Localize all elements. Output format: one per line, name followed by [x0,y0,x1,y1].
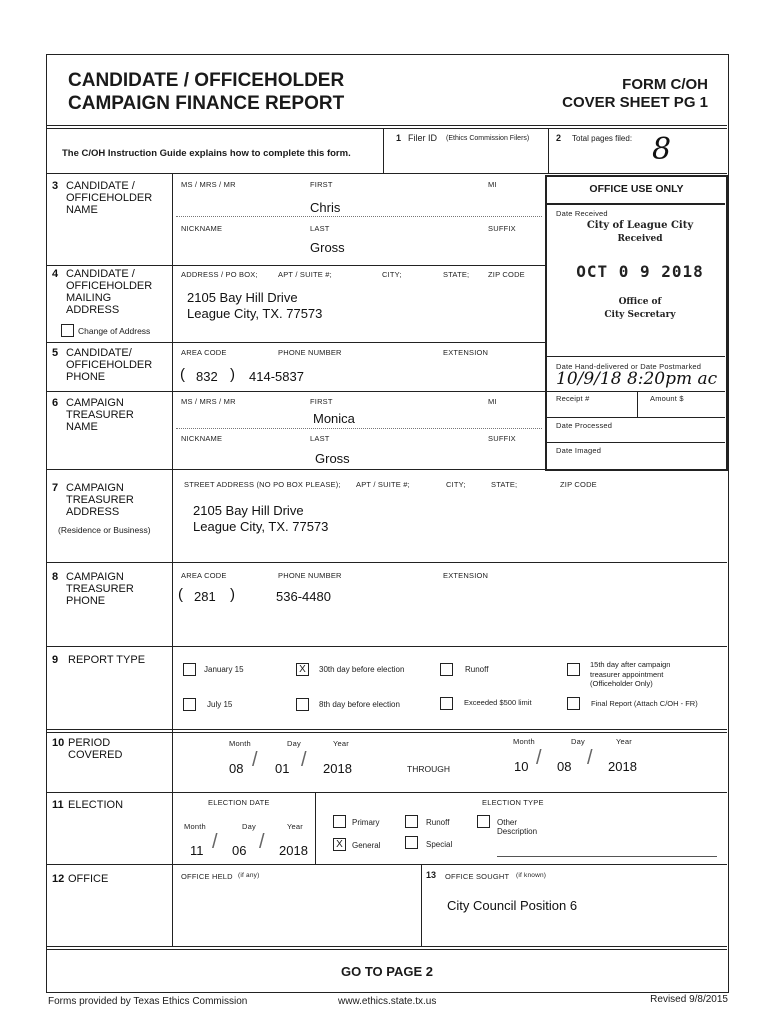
report-runoff-checkbox[interactable] [440,663,453,676]
s4-label: CANDIDATE / OFFICEHOLDER MAILING ADDRESS [66,268,153,316]
s10-to-month[interactable]: 10 [514,759,529,774]
s3-mi-label: MI [488,180,497,189]
amount-label: Amount $ [650,394,684,403]
s12-number: 12 [52,873,65,885]
s6-title-label: MS / MRS / MR [181,397,236,406]
s8-area-close-paren: ) [230,586,235,603]
election-general-checkbox[interactable]: X [333,838,346,851]
s6-nickname-label: NICKNAME [181,434,223,443]
filer-id-note: (Ethics Commission Filers) [446,135,530,142]
stamp-line2: Received [617,234,663,244]
s3-suffix-label: SUFFIX [488,224,516,233]
s8-ext-label: EXTENSION [443,571,489,580]
s6-suffix-label: SUFFIX [488,434,516,443]
s4-state-label: STATE; [443,270,470,279]
date-processed-label: Date Processed [556,421,613,430]
s6-number: 6 [52,397,59,409]
report-8day-label: 8th day before election [319,700,400,709]
total-pages-label: Total pages filed: [572,134,633,143]
s11-year[interactable]: 2018 [279,843,308,858]
report-runoff-label: Runoff [465,665,489,674]
s5-ext-label: EXTENSION [443,348,489,357]
filer-id-field[interactable] [396,150,542,168]
election-primary-checkbox[interactable] [333,815,346,828]
s10-from-day-label: Day [287,739,301,748]
s10-to-month-label: Month [513,737,535,746]
office-held-label: OFFICE HELD [181,872,233,881]
total-pages-value[interactable]: 8 [652,132,672,167]
office-sought-label: OFFICE SOUGHT [445,872,510,881]
form-subtitle: COVER SHEET PG 1 [562,94,708,111]
s5-area-close-paren: ) [230,366,235,383]
s6-last-label: LAST [310,434,330,443]
s10-to-year-label: Year [616,737,632,746]
filer-id-label: Filer ID [408,133,437,143]
s4-number: 4 [52,268,59,280]
s3-first-label: FIRST [310,180,333,189]
stamp-line1: City of League City [586,220,694,231]
s10-label: PERIOD COVERED [68,737,123,761]
s5-phone-label: PHONE NUMBER [278,348,342,357]
s5-area-value[interactable]: 832 [196,369,218,384]
office-held-field[interactable] [181,884,411,939]
change-of-address-checkbox[interactable] [61,324,74,337]
report-exceeded-label: Exceeded $500 limit [464,698,532,707]
s10-to-day-label: Day [571,737,585,746]
s6-mi-label: MI [488,397,497,406]
s10-to-year[interactable]: 2018 [608,759,637,774]
election-special-label: Special [426,840,453,849]
hand-delivered-value[interactable]: 10/9/18 8:20pm ac [556,369,718,389]
election-general-label: General [352,841,381,850]
s11-label: ELECTION [68,799,124,811]
s7-number: 7 [52,482,59,494]
s10-from-year-label: Year [333,739,349,748]
form-id: FORM C/OH [622,76,708,93]
office-sought-value[interactable]: City Council Position 6 [447,898,578,913]
s11-type-label: ELECTION TYPE [482,798,544,807]
s6-last-value[interactable]: Gross [315,451,350,466]
election-runoff-label: Runoff [426,818,450,827]
s4-zip-label: ZIP CODE [488,270,525,279]
s7-sub-label: (Residence or Business) [58,525,151,535]
report-exceeded-checkbox[interactable] [440,697,453,710]
report-jul15-label: July 15 [207,700,233,709]
date-imaged-label: Date Imaged [556,446,602,455]
s11-number: 11 [52,799,64,811]
s10-from-month[interactable]: 08 [229,761,244,776]
s8-phone-value[interactable]: 536-4480 [276,589,331,604]
instruction-text: The C/OH Instruction Guide explains how to complete this form. [62,148,351,159]
s3-number: 3 [52,180,59,192]
s11-month[interactable]: 11 [190,843,204,858]
office-held-note: (if any) [238,872,260,879]
report-jan15-label: January 15 [204,665,244,674]
date-received-label: Date Received [556,209,608,218]
s3-nickname-label: NICKNAME [181,224,223,233]
report-jul15-checkbox[interactable] [183,698,196,711]
s11-year-label: Year [287,822,303,831]
hand-delivered-label: Date Hand-delivered or Date Postmarked [556,362,702,371]
report-30day-label: 30th day before election [319,665,405,674]
report-8day-checkbox[interactable] [296,698,309,711]
report-15day-checkbox[interactable] [567,663,580,676]
report-15day-label: 15th day after campaign treasurer appointment (Officeholder Only) [590,660,671,688]
election-other-label: Other Description [497,818,538,836]
s7-street-label: STREET ADDRESS (NO PO BOX PLEASE); [184,480,341,489]
stamp-line4: City Secretary [604,310,676,320]
s5-area-label: AREA CODE [181,348,227,357]
s10-from-day[interactable]: 01 [275,761,290,776]
report-30day-checkbox[interactable]: X [296,663,309,676]
election-other-checkbox[interactable] [477,815,490,828]
goto-page-2: GO TO PAGE 2 [341,964,433,979]
s8-area-open-paren: ( [178,586,183,603]
s8-label: CAMPAIGN TREASURER PHONE [66,571,134,607]
change-of-address-label: Change of Address [78,326,151,336]
s3-last-value[interactable]: Gross [310,240,345,255]
s7-address-line2[interactable]: League City, TX. 77573 [193,519,329,534]
s10-through: THROUGH [407,764,450,774]
form-title-line1: CANDIDATE / OFFICEHOLDER [68,70,345,91]
s11-day-label: Day [242,822,256,831]
s4-address-line2[interactable]: League City, TX. 77573 [187,306,323,321]
report-final-label: Final Report (Attach C/OH - FR) [591,699,698,708]
s7-label: CAMPAIGN TREASURER ADDRESS [66,482,134,518]
s3-first-value[interactable]: Chris [310,200,341,215]
election-special-checkbox[interactable] [405,836,418,849]
s8-number: 8 [52,571,59,583]
s7-address-line1[interactable]: 2105 Bay Hill Drive [193,503,304,518]
s5-number: 5 [52,347,59,359]
s8-area-label: AREA CODE [181,571,227,580]
s4-apt-label: APT / SUITE #; [278,270,332,279]
s9-label: REPORT TYPE [68,654,146,666]
receipt-label: Receipt # [556,394,590,403]
s7-city-label: CITY; [446,480,466,489]
stamp-date: OCT 0 9 2018 [576,262,704,281]
s6-label: CAMPAIGN TREASURER NAME [66,397,134,433]
s7-state-label: STATE; [491,480,518,489]
filer-id-number: 1 [396,133,402,143]
footer-revised: Revised 9/8/2015 [650,994,728,1005]
s3-label: CANDIDATE / OFFICEHOLDER NAME [66,180,153,216]
s11-date-label: ELECTION DATE [208,798,270,807]
s10-from-month-label: Month [229,739,251,748]
s7-zip-label: ZIP CODE [560,480,597,489]
s4-address-label: ADDRESS / PO BOX; [181,270,258,279]
stamp-line3: Office of [618,297,662,307]
report-jan15-checkbox[interactable] [183,663,196,676]
s13-number: 13 [426,870,437,880]
s3-last-label: LAST [310,224,330,233]
s8-phone-label: PHONE NUMBER [278,571,342,580]
election-primary-label: Primary [352,818,380,827]
s5-area-open-paren: ( [180,366,185,383]
s11-day[interactable]: 06 [232,843,247,858]
s6-first-value[interactable]: Monica [313,411,355,426]
form-title-line2: CAMPAIGN FINANCE REPORT [68,93,345,114]
received-stamp [560,220,720,320]
s6-first-label: FIRST [310,397,333,406]
s9-number: 9 [52,654,59,666]
office-sought-note: (if known) [516,872,547,879]
s5-label: CANDIDATE/ OFFICEHOLDER PHONE [66,347,153,383]
s8-area-value[interactable]: 281 [194,589,216,604]
election-runoff-checkbox[interactable] [405,815,418,828]
s3-title-label: MS / MRS / MR [181,180,236,189]
s10-to-day[interactable]: 08 [557,759,572,774]
footer-url[interactable]: www.ethics.state.tx.us [338,996,437,1007]
s12-label: OFFICE [68,873,109,885]
total-pages-number: 2 [556,133,562,143]
footer-provider: Forms provided by Texas Ethics Commission [48,996,248,1007]
s11-month-label: Month [184,822,206,831]
s4-city-label: CITY; [382,270,402,279]
office-use-title: OFFICE USE ONLY [589,183,684,195]
s10-from-year[interactable]: 2018 [323,761,352,776]
s7-apt-label: APT / SUITE #; [356,480,410,489]
s10-number: 10 [52,737,65,749]
report-final-checkbox[interactable] [567,697,580,710]
s5-phone-value[interactable]: 414-5837 [249,369,304,384]
s4-address-line1[interactable]: 2105 Bay Hill Drive [187,290,298,305]
